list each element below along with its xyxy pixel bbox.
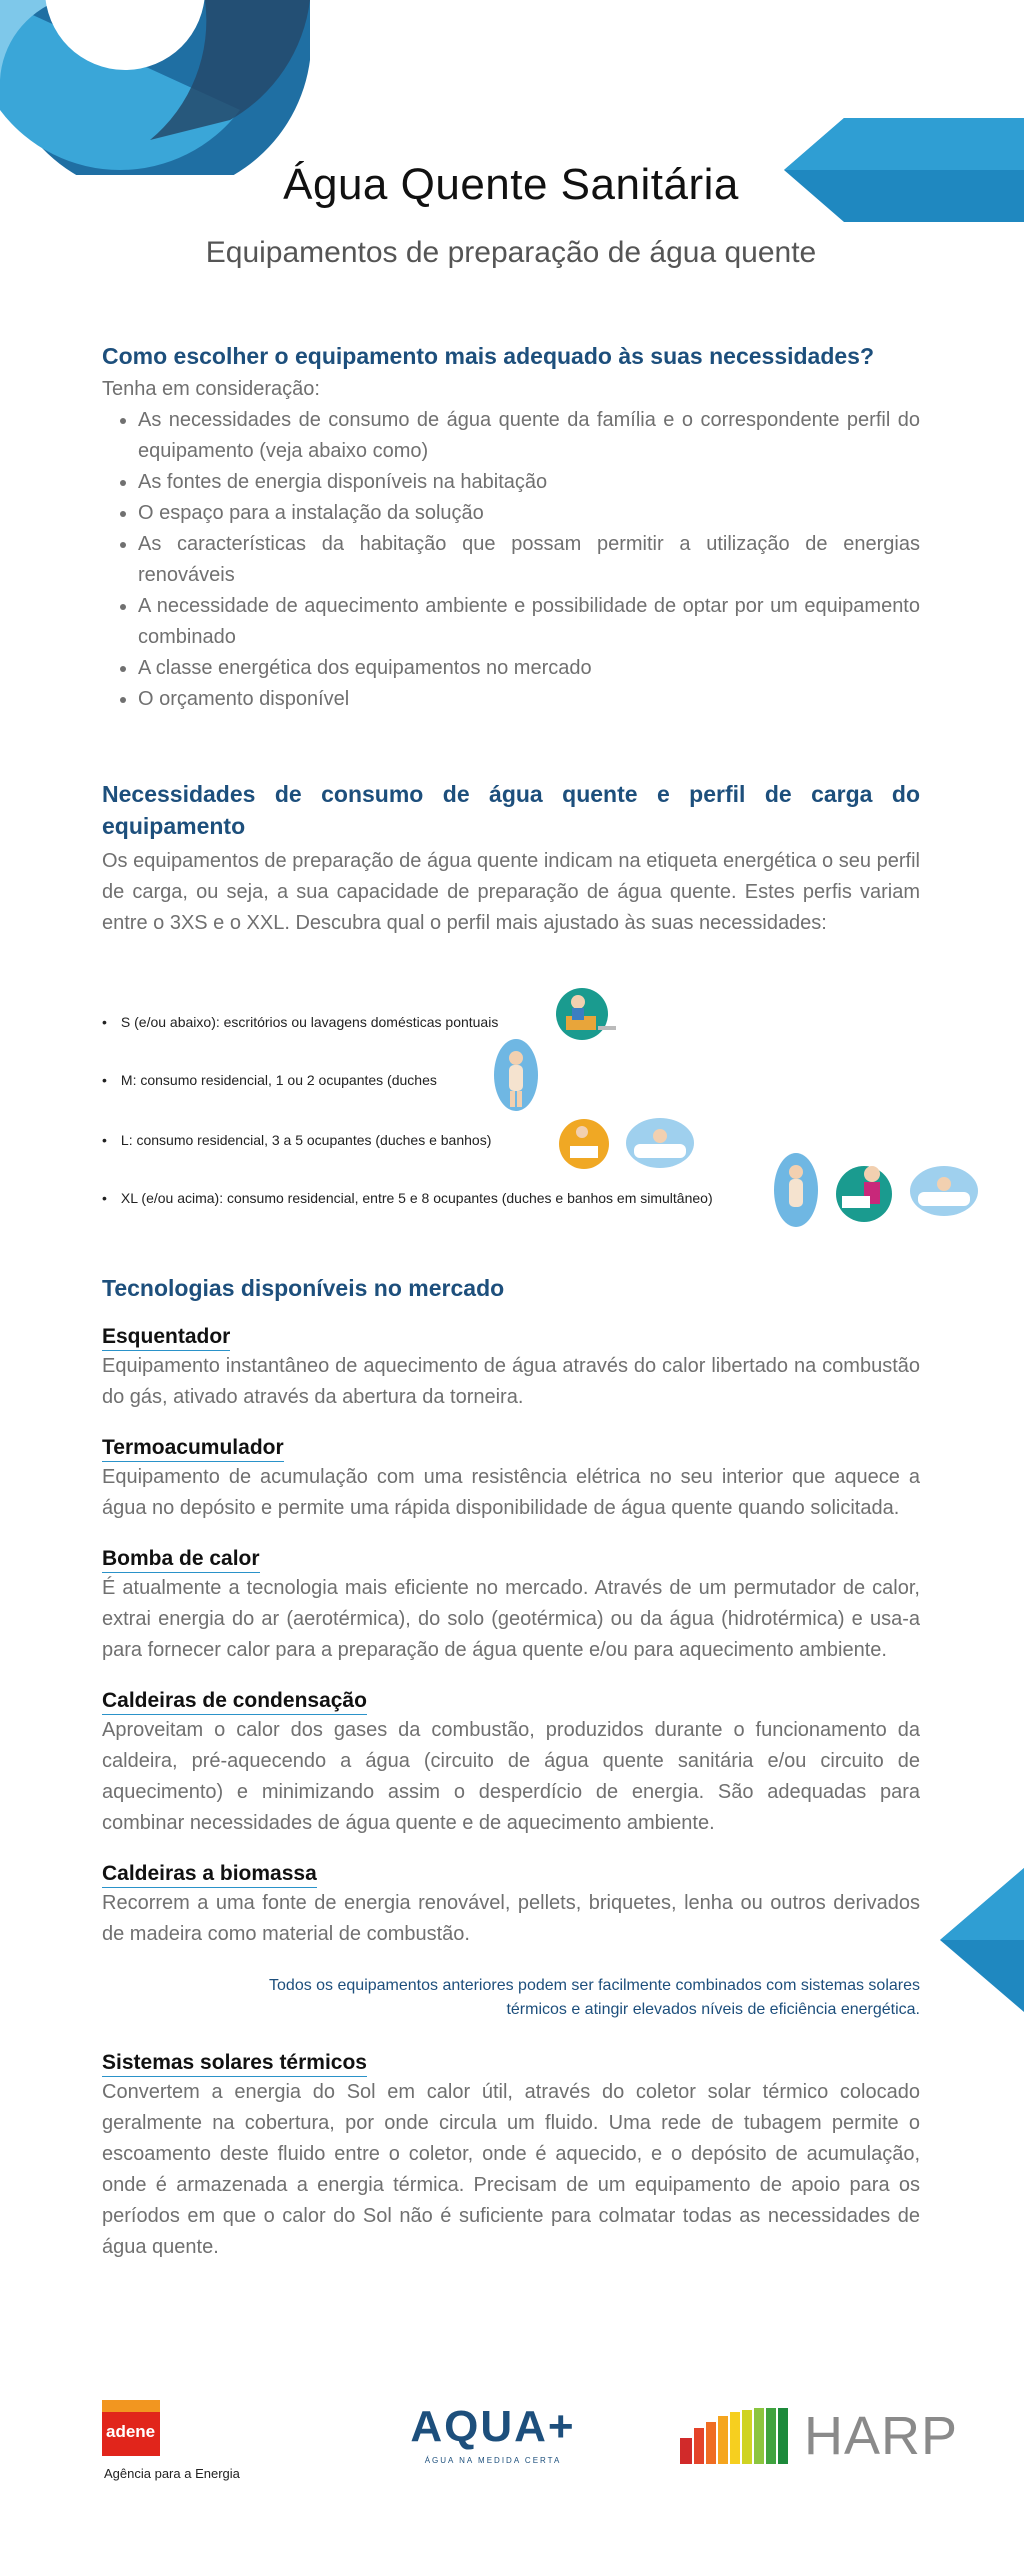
tech-title: Esquentador (102, 1324, 230, 1351)
profile-item-l: • L: consumo residencial, 3 a 5 ocupantes (duches e banhos) (102, 1132, 492, 1148)
list-item: • As fontes de energia disponíveis na habitação (138, 467, 920, 498)
tech-text: Recorrem a uma fonte de energia renovável, pellets, briquetes, lenha ou outros derivados de madeira como material de combustão. (102, 1892, 920, 1945)
section-title: Tecnologias disponíveis no mercado (102, 1275, 505, 1301)
tech-esquentador (102, 1324, 920, 1413)
list-item: • A necessidade de aquecimento ambiente e possibilidade de optar por um equipamento combinado (138, 591, 920, 653)
section-choose-equipment (102, 340, 920, 715)
page-subtitle: Equipamentos de preparação de água quente (205, 236, 817, 269)
tech-title: Sistemas solares térmicos (102, 2050, 367, 2077)
tech-sistemas-solares (102, 2050, 920, 2263)
page-title: Água Quente Sanitária (283, 160, 739, 209)
list-item: • O espaço para a instalação da solução (138, 498, 920, 529)
aqua-logo: AQUA+ ÁGUA NA MEDIDA CERTA (410, 2402, 576, 2465)
section-technologies (102, 1272, 920, 2263)
tech-text: Convertem a energia do Sol em calor útil, através do coletor solar térmico colocado geralmente na cobertura, por onde circula um fluido. Uma rede de tubagem permite o escoamento deste fluido entre o coletor, onde é aquecido, e o depósito de acumulação, onde é armazenada a energia térmica. Precisam de um equipamento de apoio para os períodos em que o calor do Sol não é suficiente para colmatar todas as necessidades de água quente. (102, 2081, 920, 2258)
section-text: Os equipamentos de preparação de água quente indicam na etiqueta energética o seu perfil de carga, ou seja, a sua capacidade de preparação de água quente. Estes perfis variam entre o 3XS e o XXL. Descubra qual o perfil mais ajustado às suas necessidades: (102, 850, 920, 934)
profile-item-m: • M: consumo residencial, 1 ou 2 ocupantes (duches (102, 1072, 437, 1088)
combination-note: Todos os equipamentos anteriores podem ser facilmente combinados com sistemas solares térmicos e atingir elevados níveis de eficiência energética. (269, 1977, 920, 2018)
list-item: • O orçamento disponível (138, 684, 920, 715)
section-intro: Tenha em consideração: (102, 378, 320, 400)
tech-title: Caldeiras a biomassa (102, 1861, 317, 1888)
profile-item-s: • S (e/ou abaixo): escritórios ou lavagens domésticas pontuais (102, 1014, 499, 1030)
section-title: Como escolher o equipamento mais adequado às suas necessidades? (102, 343, 875, 369)
list-item: • As características da habitação que possam permitir a utilização de energias renováveis (138, 529, 920, 591)
tech-title: Termoacumulador (102, 1435, 284, 1462)
profile-item-xl: • XL (e/ou acima): consumo residencial, entre 5 e 8 ocupantes (duches e banhos em simultâneo) (102, 1190, 713, 1206)
top-left-decoration (0, 0, 310, 175)
harp-bars-icon (680, 2408, 800, 2464)
tech-text: Equipamento instantâneo de aquecimento de água através do calor libertado na combustão do gás, ativado através da abertura da torneira. (102, 1355, 920, 1408)
shower-icon (772, 1152, 820, 1228)
tech-caldeiras-biomassa (102, 1861, 920, 1950)
tech-text: É atualmente a tecnologia mais eficiente no mercado. Através de um permutador de calor, extrai energia do ar (aerotérmica), do solo (geotérmica) ou da água (hidrotérmica) e usa-a para fornecer calor para a preparação de água quente e/ou para aquecimento ambiente. (102, 1577, 920, 1661)
sink-washing-icon (552, 986, 618, 1042)
section-title: Necessidades de consumo de água quente e perfil de carga do equipamento (102, 781, 920, 839)
list-item: • A classe energética dos equipamentos no mercado (138, 653, 920, 684)
section-load-profile (102, 778, 920, 939)
tech-text: Aproveitam o calor dos gases da combustão, produzidos durante o funcionamento da caldeira, pré-aquecendo a água (circuito de água quente sanitária e/ou circuito de aquecimento) e minimizando assim o desperdício de energia. São adequadas para combinar necessidades de água quente e de aquecimento ambiente. (102, 1719, 920, 1834)
header (102, 160, 920, 270)
tech-title: Caldeiras de condensação (102, 1688, 367, 1715)
tech-text: Equipamento de acumulação com uma resistência elétrica no seu interior que aquece a água no depósito e permite uma rápida disponibilidade de água quente quando solicitada. (102, 1466, 920, 1519)
tech-title: Bomba de calor (102, 1546, 260, 1573)
sink-washing-icon (834, 1158, 898, 1224)
harp-logo: HARP (680, 2408, 958, 2464)
adene-tagline: Agência para a Energia (104, 2466, 240, 2481)
sink-washing-icon (556, 1118, 612, 1170)
tech-termoacumulador (102, 1435, 920, 1524)
list-item: • As necessidades de consumo de água quente da família e o correspondente perfil do equipamento (veja abaixo como) (138, 405, 920, 467)
tech-caldeiras-condensacao (102, 1688, 920, 1839)
bath-icon (908, 1164, 980, 1218)
tech-bomba-de-calor (102, 1546, 920, 1666)
right-chevron (940, 1868, 1024, 2012)
bath-icon (624, 1116, 696, 1170)
shower-icon (492, 1038, 540, 1112)
